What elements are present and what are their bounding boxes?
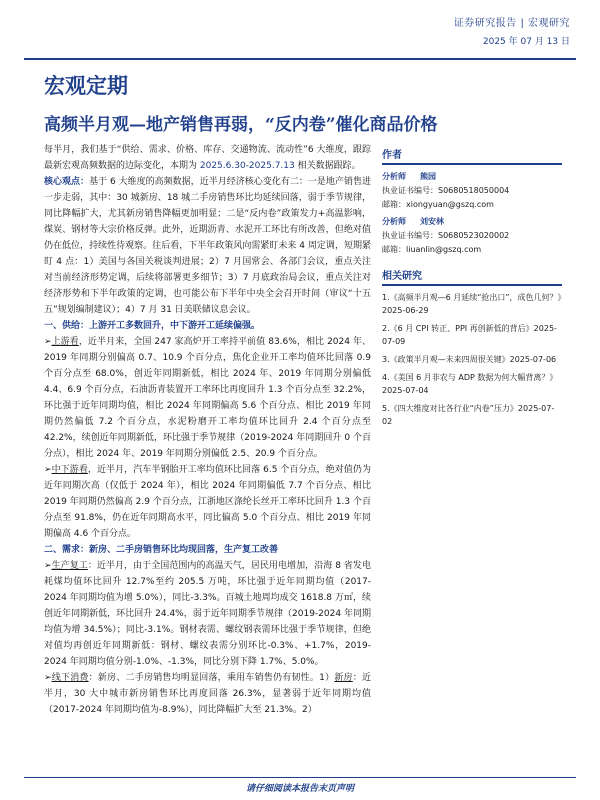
related-report-link[interactable]: 3.《政策半月观—未来四周很关键》2025-07-06: [382, 355, 557, 364]
analyst-email[interactable]: 邮箱：xiongyuan@gszq.com: [382, 200, 494, 209]
intro-text: 每半月，我们基于“供给、需求、价格、库存、交通物流、流动性”6 大维度，跟踪最新宏观高频数据的边际变化，本期为: [44, 145, 371, 171]
analyst-card: [382, 171, 562, 210]
intro-period: 2025.6.30-2025.7.13: [199, 161, 295, 171]
report-date: 2025 年 07 月 13 日: [482, 37, 570, 47]
report-meta: [454, 14, 570, 47]
consumption-text: ：新房、二手房销售均明显回落，乘用车销售仍有韧性。1）: [88, 673, 335, 683]
analyst-role: 分析师: [382, 172, 406, 181]
intro-paragraph: [44, 142, 371, 174]
consumption-label: 线下消费: [51, 673, 89, 683]
midstream-text: ，近半月，汽车半钢胎开工率均值环比回落 6.5 个百分点，绝对值仍为近年同期次高（仅低于 2024 年），相比 2024 年同期偏低 7.7 个百分点、相比 2019 年同期仍然偏高 2.9 个百分点，江浙地区涤纶长丝开工率环比回升 1.3 个百分点至 91.8%，仍在近年同期高水平，同比偏高 5.0 个百分点、相比 2019 年同期偏高 4.6 个百分点。: [44, 465, 371, 539]
production-label: 生产复工: [51, 561, 88, 571]
intro-text-end: 相关数据跟踪。: [294, 161, 361, 171]
related-report-link[interactable]: 5.《四大维度对比各行业“内卷”压力》2025-07-02: [382, 404, 555, 426]
analyst-name: 熊园: [420, 172, 436, 181]
related-report-link[interactable]: 2.《6 月 CPI 转正、PPI 再创新低的背后》2025-07-09: [382, 324, 557, 346]
midstream-label: 中下游看: [51, 465, 88, 475]
report-body: [44, 142, 371, 718]
header-divider: [24, 58, 576, 60]
upstream-paragraph: ➢上游看，近半月来，全国 247 家高炉开工率持平前值 83.6%，相比 2024 年、2019 年同期分别偏高 0.7、10.9 个百分点，焦化企业开工率均值环比回落 0.9 个百分点至 68.0%，创近年同期新低，相比 2024 年、2019 年同期分别偏低 4.4、6.9 个百分点，石油沥青装置开工率环比再度回升 1.3 个百分点至 32.2%，环比强于近年同期均值，相比 2024 年同期偏高 5.6 个百分点、相比 2019 年同期仍然偏低 7.2 个百分点，水泥粉磨开工率均值环比回升 2.4 个百分点至 42.2%，续创近年同期新低，环比强于季节规律（2019-2024 年同期回升 0 个百分点），相比 2024 年、2019 年同期分别偏低 2.5、20.9 个百分点。: [44, 337, 371, 459]
analyst-cert: 执业证书编号：S0680518050004: [382, 186, 510, 195]
upstream-text: ，近半月来，全国 247 家高炉开工率持平前值 83.6%，相比 2024 年、2019 年同期分别偏高 0.7、10.9 个百分点，焦化企业开工率均值环比回落 0.9 个百分点至 68.0%，创近年同期新低，相比 2024 年、2019 年同期分别偏低 4.4、6.9 个百分点，石油沥青装置开工率环比再度回升 1.3 个百分点至 32.2%，环比强于近年同期均值，相比 2024 年同期偏高 5.6 个百分点、相比 2019 年同期仍然偏低 7.2 个百分点，水泥粉磨开工率均值环比回升 2.4 个百分点至 42.2%，续创近年同期新低，环比强于季节规律（2019-2024 年同期回升 0 个百分点），相比 2024 年、2019 年同期分别偏低 2.5、20.9 个百分点。: [44, 337, 371, 459]
analyst-email[interactable]: 邮箱：liuanlin@gszq.com: [382, 245, 482, 254]
core-view-label: 核心观点：: [44, 177, 90, 187]
section-demand-heading: 二、需求：新房、二手房销售环比均现回落，生产复工改善: [44, 545, 279, 555]
new-house-label: 新房: [334, 673, 353, 683]
core-view-paragraph: [44, 174, 371, 318]
related-report-link[interactable]: 1.《高频半月观—6 月延续“抢出口”，成色几何？》2025-06-29: [382, 293, 562, 315]
authors-heading: 作者: [382, 146, 562, 165]
doc-type: 证券研究报告 | 宏观研究: [453, 18, 570, 29]
related-research: [382, 267, 562, 428]
section-supply-heading: 一、供给：上游开工多数回升，中下游开工延续偏强。: [44, 321, 261, 331]
analyst-card: [382, 216, 562, 255]
report-category: 宏观定期: [44, 73, 128, 98]
core-view-text: 基于 6 大维度的高频数据，近半月经济核心变化有二：一是地产销售进一步走弱，其中：30 城新房、18 城二手房销售环比均延续回落，弱于季节规律，同比降幅扩大，尤其新房销售降幅更加明显；二是“反内卷”政策发力+高温影响，煤炭、钢材等大宗价格反弹。此外，近期沥青、水泥开工环比有所改善，但绝对值仍在低位，持续性待观察。往后看，下半年政策风向需紧盯未来 4 周定调，短期紧盯 4 点：1）美国与各国关税谈判进展；2）7 月国常会、各部门会议，重点关注对当前经济形势定调，后续将部署更多细节；3）7 月底政治局会议，重点关注对经济形势和下半年政策的定调，也可能公布下半年中央全会召开时间（审议“十五五”规划编制建议）；4）7 月 31 日美联储议息会议。: [44, 177, 371, 315]
consumption-paragraph: ➢线下消费：新房、二手房销售均明显回落，乘用车销售仍有韧性。1）新房：近半月，30 大中城市新房销售环比再度回落 26.3%，显著弱于近年同期均值（2017-2024 年同期均值为-8.9%），同比降幅扩大至 21.3%。2）: [44, 673, 371, 715]
analyst-role: 分析师: [382, 217, 406, 226]
sidebar: [382, 146, 562, 428]
consumption-text-cont: ：近半月，30 大中城市新房销售环比再度回落 26.3%，显著弱于近年同期均值（2017-2024 年同期均值为-8.9%），同比降幅扩大至 21.3%。2）: [44, 673, 371, 715]
analyst-name: 刘安林: [420, 217, 444, 226]
footer-disclaimer: 请仔细阅读本报告末页声明: [245, 784, 354, 794]
related-heading: 相关研究: [382, 267, 562, 286]
upstream-label: 上游看: [51, 337, 79, 347]
related-report-link[interactable]: 4.《美国 6 月非农与 ADP 数据为何大幅背离？》2025-07-04: [382, 373, 558, 395]
analyst-cert: 执业证书编号：S0680523020002: [382, 231, 510, 240]
page-title: 高频半月观—地产销售再弱，“反内卷”催化商品价格: [44, 115, 438, 135]
production-text: ：近半月，由于全国范围内的高温天气，居民用电增加，沿海 8 省发电耗煤均值环比回升 12.7%至约 205.5 万吨，环比强于近年同期均值（2017-2024 年同期均值为增 5.0%），同比-3.3%。百城土地周均成交 1618.8 万㎡，续创近年同期新低，环比回升 24.4%，弱于近年同期季节规律（2019-2024 年同期均值为增 34.5%）；同比-3.1%。钢材表需、螺纹钢表需环比强于季节规律，但绝对值均再创近年同期新低：钢材、螺纹表需分别环比-0.3%、+1.7%，2019-2024 年同期均值分别-1.0%、-1.3%，同比分别下降 1.7%、5.0%。: [44, 561, 371, 667]
footer-divider: [24, 777, 576, 778]
midstream-paragraph: ➢中下游看，近半月，汽车半钢胎开工率均值环比回落 6.5 个百分点，绝对值仍为近年同期次高（仅低于 2024 年），相比 2024 年同期偏低 7.7 个百分点、相比 2019 年同期仍然偏高 2.9 个百分点，江浙地区涤纶长丝开工率环比回升 1.3 个百分点至 91.8%，仍在近年同期高水平，同比偏高 5.0 个百分点、相比 2019 年同期偏高 4.6 个百分点。: [44, 465, 371, 539]
production-paragraph: ➢生产复工：近半月，由于全国范围内的高温天气，居民用电增加，沿海 8 省发电耗煤均值环比回升 12.7%至约 205.5 万吨，环比强于近年同期均值（2017-2024 年同期均值为增 5.0%），同比-3.3%。百城土地周均成交 1618.8 万㎡，续创近年同期新低，环比回升 24.4%，弱于近年同期季节规律（2019-2024 年同期均值为增 34.5%）；同比-3.1%。钢材表需、螺纹钢表需环比强于季节规律，但绝对值均再创近年同期新低：钢材、螺纹表需分别环比-0.3%、+1.7%，2019-2024 年同期均值分别-1.0%、-1.3%，同比分别下降 1.7%、5.0%。: [44, 561, 371, 667]
